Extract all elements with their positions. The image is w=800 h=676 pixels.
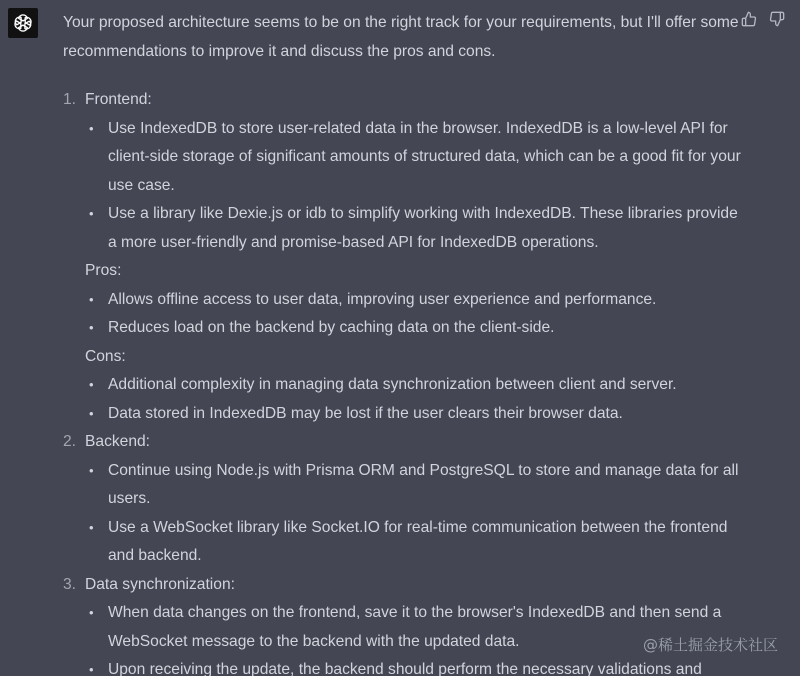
bullet-dot: • [89,605,94,620]
list-item: • Use a library like Dexie.js or idb to simplify working with IndexedDB. These libraries provide a more user-friendly and promise-based API for IndexedDB operations. [85,200,743,257]
list-item: • Upon receiving the update, the backend should perform the necessary validations and [85,656,743,676]
bullet-dot: • [89,120,94,136]
recommendation-list [63,86,743,676]
list-item: • Reduces load on the backend by caching data on the client-side. [85,314,743,343]
feedback-buttons [740,10,786,28]
list-item: • Additional complexity in managing data synchronization between client and server. [85,371,743,400]
list-item: • When data changes on the frontend, save it to the browser's IndexedDB and then send a WebSocket message to the backend with the updated data. [85,599,743,656]
openai-logo-icon [12,12,34,34]
list-item: • Use IndexedDB to store user-related data in the browser. IndexedDB is a low-level API for client-side storage of significant amounts of structured data, which can be a good fit for your use case. [85,115,743,201]
list-item: • Data stored in IndexedDB may be lost if the user clears their browser data. [85,400,743,429]
section-number: 1. [63,91,77,108]
backend-bullets [85,457,743,571]
section-number: 3. [63,575,77,593]
section-frontend [63,86,743,428]
bullet-dot: • [89,462,94,478]
list-item: • Use a WebSocket library like Socket.IO for real-time communication between the frontend and backend. [85,514,743,571]
bullet-dot: • [89,405,94,421]
list-item: • Continue using Node.js with Prisma ORM and PostgreSQL to store and manage data for all users. [85,457,743,514]
cons-bullets [85,371,743,428]
bullet-dot: • [89,377,94,392]
section-backend [63,428,743,571]
bullet-dot: • [89,206,94,221]
cons-label: Cons: [85,347,126,365]
section-title: Backend: [85,433,151,450]
bullet-dot: • [89,291,94,307]
bullet-dot: • [89,662,94,676]
watermark: @稀土掘金技术社区 [642,636,778,654]
message-intro: Your proposed architecture seems to be on the right track for your requirements, but I'll offer some recommendations to improve it and discuss the pros and cons. [63,14,739,60]
bullet-dot: • [89,320,94,335]
bullet-dot: • [89,519,94,535]
frontend-bullets [85,115,743,258]
section-sync [63,571,743,676]
assistant-avatar [8,8,38,38]
section-title: Data synchronization: [85,575,235,593]
section-number: 2. [63,433,77,450]
list-item: • Allows offline access to user data, improving user experience and performance. [85,286,743,315]
thumbs-up-icon [741,11,757,27]
section-title: Frontend: [85,91,152,108]
pros-bullets [85,286,743,343]
thumbs-down-icon [769,11,785,27]
dislike-button[interactable] [768,10,786,28]
pros-label: Pros: [85,262,122,279]
assistant-message [63,9,743,676]
